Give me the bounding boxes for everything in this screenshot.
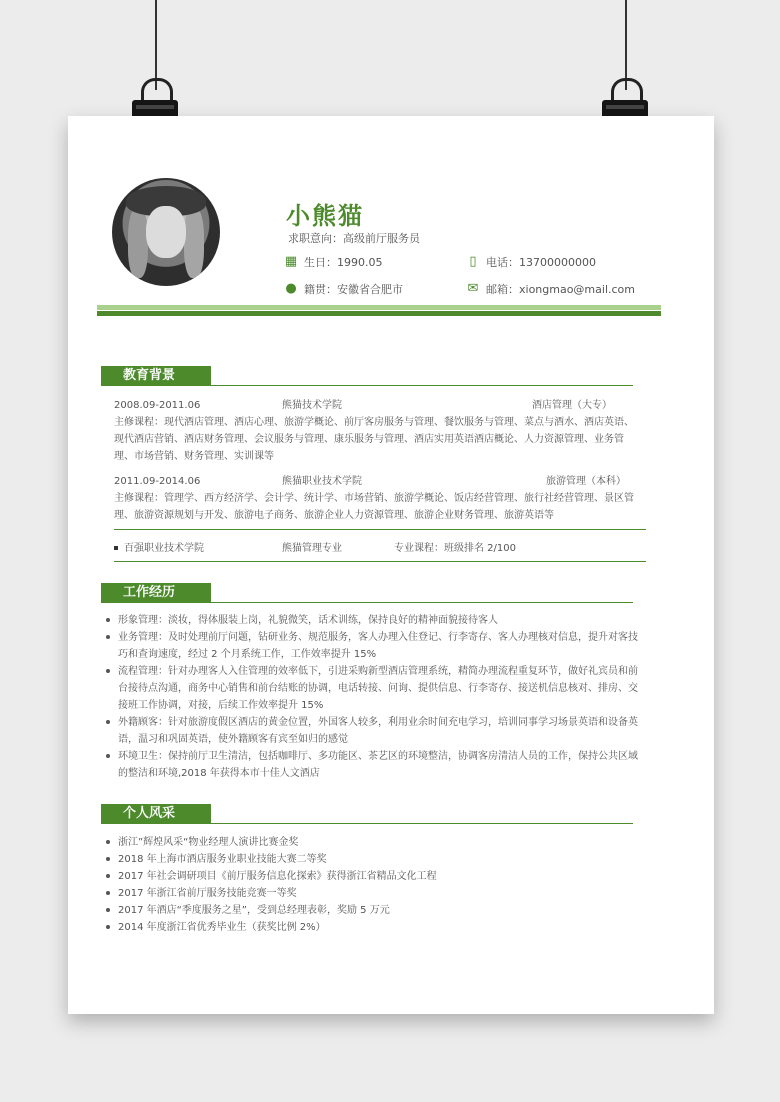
edu-period: 2011.09-2014.06 [114, 476, 201, 487]
edu-extra-rank: 专业课程：班级排名 2/100 [394, 543, 516, 554]
list-item: 2017 年浙江省前厅服务技能竞赛一等奖 [104, 885, 644, 902]
edu-period: 2008.09-2011.06 [114, 400, 201, 411]
list-item: 流程管理：针对办理客人入住管理的效率低下，引进采购新型酒店管理系统，精简办理流程重复环节，做好礼宾员和前台接待点沟通，商务中心销售和前台结账的协调，电话转接、问询、提供信息、行李寄存、接送机信息核对、排房、交接班工作协调，对接，后续工作效率提升 15% [104, 663, 644, 714]
divider [114, 561, 646, 562]
list-item: 形象管理：淡妆，得体服装上岗，礼貌微笑，话术训练，保持良好的精神面貌接待客人 [104, 612, 644, 629]
section-honors [101, 804, 633, 824]
avatar [112, 178, 220, 286]
list-item: 外籍顾客：针对旅游度假区酒店的黄金位置，外国客人较多，利用业余时间充电学习，培训同事学习场景英语和设备英语，温习和巩固英语，使外籍顾客有宾至如归的感觉 [104, 714, 644, 748]
edu-major: 酒店管理（大专） [532, 400, 612, 411]
edu-school: 熊猫职业技术学院 [282, 476, 362, 487]
phone-info: ▯ 电话：13700000000 [466, 254, 596, 270]
resume-page [68, 116, 714, 1014]
edu-courses: 主修课程：现代酒店管理、酒店心理、旅游学概论、前厅客房服务与管理、餐饮服务与管理、菜点与酒水、酒店英语、现代酒店营销、酒店财务管理、会议服务与管理、康乐服务与管理、酒店实用英语酒店概论、人力资源管理、业务管理、市场营销、财务管理、实训课等 [114, 417, 634, 462]
list-item: 环境卫生：保持前厅卫生清洁，包括咖啡厅、多功能区、茶艺区的环境整洁，协调客房清洁人员的工作，保持公共区域的整洁和环境,2018 年获得本市十佳人文酒店 [104, 748, 644, 782]
list-item: 2018 年上海市酒店服务业职业技能大赛二等奖 [104, 851, 644, 868]
email-info: ✉ 邮箱：xiongmao@mail.com [467, 281, 635, 296]
section-title: 教育背景 [101, 366, 211, 386]
phone-icon: ▯ [469, 254, 477, 269]
mail-icon: ✉ [467, 281, 479, 296]
candidate-name: 小熊猫 [286, 202, 364, 230]
list-item: 浙江”辉煌风采“物业经理人演讲比赛金奖 [104, 834, 644, 851]
list-item: 业务管理：及时处理前厅问题，钻研业务、规范服务，客人办理入住登记、行李寄存、客人办理核对信息，提升对客技巧和查询速度，经过 2 个月系统工作，工作效率提升 15% [104, 629, 644, 663]
work-list [104, 612, 644, 782]
list-item: 2017 年酒店“季度服务之星”，受到总经理表彰，奖励 5 万元 [104, 902, 644, 919]
list-item: 2017 年社会调研项目《前厅服务信息化探索》获得浙江省精品文化工程 [104, 868, 644, 885]
honors-list [104, 834, 644, 936]
hanging-string-left [155, 0, 157, 90]
location-pin-icon: ● [285, 281, 297, 296]
section-title: 工作经历 [101, 583, 211, 603]
edu-courses: 主修课程：管理学、西方经济学、会计学、统计学、市场营销、旅游学概论、饭店经营管理、旅行社经营管理、景区管理、旅游资源规划与开发、旅游电子商务、旅游企业人力资源管理、旅游企业财务管理、旅游英语等 [114, 493, 634, 521]
list-item: 2014 年度浙江省优秀毕业生（获奖比例 2%） [104, 919, 644, 936]
calendar-icon: ▦ [284, 254, 298, 269]
hanging-string-right [625, 0, 627, 90]
divider [114, 529, 646, 530]
edu-extra-major: 熊猫管理专业 [282, 543, 342, 554]
section-education [101, 366, 633, 386]
section-title: 个人风采 [101, 804, 211, 824]
edu-school: 熊猫技术学院 [282, 400, 342, 411]
section-work [101, 583, 633, 603]
header-divider-light [97, 305, 661, 310]
origin-info: ● 籍贯：安徽省合肥市 [285, 281, 403, 296]
birth-info: ▦ 生日：1990.05 [284, 254, 383, 269]
edu-extra-school: 百强职业技术学院 [114, 540, 204, 557]
job-intent: 求职意向：高级前厅服务员 [288, 232, 420, 245]
edu-major: 旅游管理（本科） [546, 476, 626, 487]
header-divider-dark [97, 311, 661, 316]
